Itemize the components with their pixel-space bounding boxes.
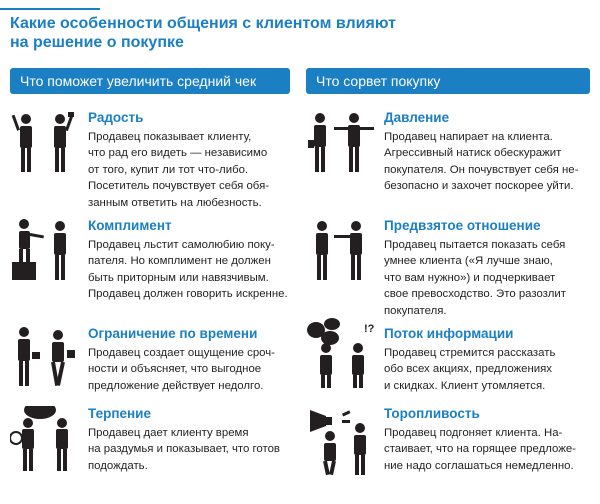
item-description: [384, 425, 576, 474]
item-title: Радость: [88, 110, 144, 125]
item-description: [88, 237, 288, 303]
desc-line: стаивает, что на горящее предложе-: [384, 443, 576, 456]
item-title: Комплимент: [88, 218, 172, 233]
desc-line: что рад его видеть — независимо: [88, 147, 268, 160]
desc-line: от того, купит ли тот что-либо.: [88, 163, 249, 176]
item-description: [384, 345, 555, 394]
two-people-waving-icon: [10, 110, 80, 180]
desc-line: предложение действует недолго.: [88, 379, 264, 392]
item-title: Предвзятое отношение: [384, 218, 541, 233]
item-title: Поток информации: [384, 326, 514, 341]
desc-line: Агрессивный натиск обескуражит: [384, 147, 562, 160]
desc-line: Продавец напирает на клиента.: [384, 131, 553, 143]
exclamation-question-label: !?: [364, 323, 375, 335]
item-title: Давление: [384, 110, 450, 125]
desc-line: покупателя. Он почувствует себя не-: [384, 163, 579, 176]
desc-line: Продавец дает клиенту время: [88, 427, 249, 439]
item-title: Торопливость: [384, 406, 480, 421]
item-title: Ограничение по времени: [88, 326, 258, 341]
pushy-seller-icon: [306, 110, 376, 180]
desc-line: подождать.: [88, 459, 148, 472]
desc-line: занным ответить на любезность.: [88, 196, 262, 209]
desc-line: быть приторным или навязчивым.: [88, 271, 269, 284]
desc-line: Продавец пытается показать себя: [384, 239, 566, 251]
top-rule: [0, 8, 100, 10]
left-column-header: Что поможет увеличить средний чек: [10, 68, 290, 94]
right-column-header: Что сорвет покупку: [306, 68, 590, 94]
item-description: [88, 425, 280, 474]
person-on-pedestal-icon: [10, 218, 80, 288]
page-title-line-1: Какие особенности общения с клиентом влияют: [10, 15, 396, 32]
desc-line: обо всех акциях, предложениях: [384, 363, 553, 376]
desc-line: Продавец стремится рассказать: [384, 347, 556, 359]
item-description: [384, 237, 566, 319]
page-title: [10, 14, 530, 52]
desc-line: покупателя.: [384, 304, 447, 317]
item-title: Терпение: [88, 406, 151, 421]
desc-line: и скидках. Клиент утомляется.: [384, 379, 546, 392]
speech-bubbles-icon: [306, 318, 376, 388]
item-description: [384, 129, 578, 195]
people-with-bag-icon: [10, 326, 80, 396]
desc-line: ние надо соглашаться немедленно.: [384, 459, 574, 472]
desc-line: свое превосходство. Это разозлит: [384, 288, 566, 301]
desc-line: ности и объясняет, что выгодное: [88, 363, 262, 376]
desc-line: умнее клиента («Я лучше знаю,: [384, 255, 553, 268]
desc-line: Продавец должен говорить искренне.: [88, 288, 288, 301]
desc-line: Продавец льстит самолюбию поку-: [88, 239, 275, 251]
desc-line: пателя. Но комплимент не должен: [88, 255, 271, 268]
desc-line: безопасно и захочет поскорее уйти.: [384, 180, 574, 193]
desc-line: Продавец показывает клиенту,: [88, 131, 252, 143]
thinking-person-clock-icon: [10, 406, 80, 476]
item-description: [88, 345, 275, 394]
item-description: [88, 129, 269, 211]
desc-line: что вам нужно») и подчеркивает: [384, 271, 556, 284]
desc-line: на раздумья и показывает, что готов: [88, 443, 280, 456]
desc-line: Посетитель почувствует себя обя-: [88, 180, 270, 193]
megaphone-icon: [306, 406, 376, 476]
desc-line: Продавец создает ощущение сроч-: [88, 347, 275, 359]
page-title-line-2: на решение о покупке: [10, 34, 184, 51]
desc-line: Продавец подгоняет клиента. На-: [384, 427, 563, 439]
pointing-seller-icon: [306, 218, 376, 288]
